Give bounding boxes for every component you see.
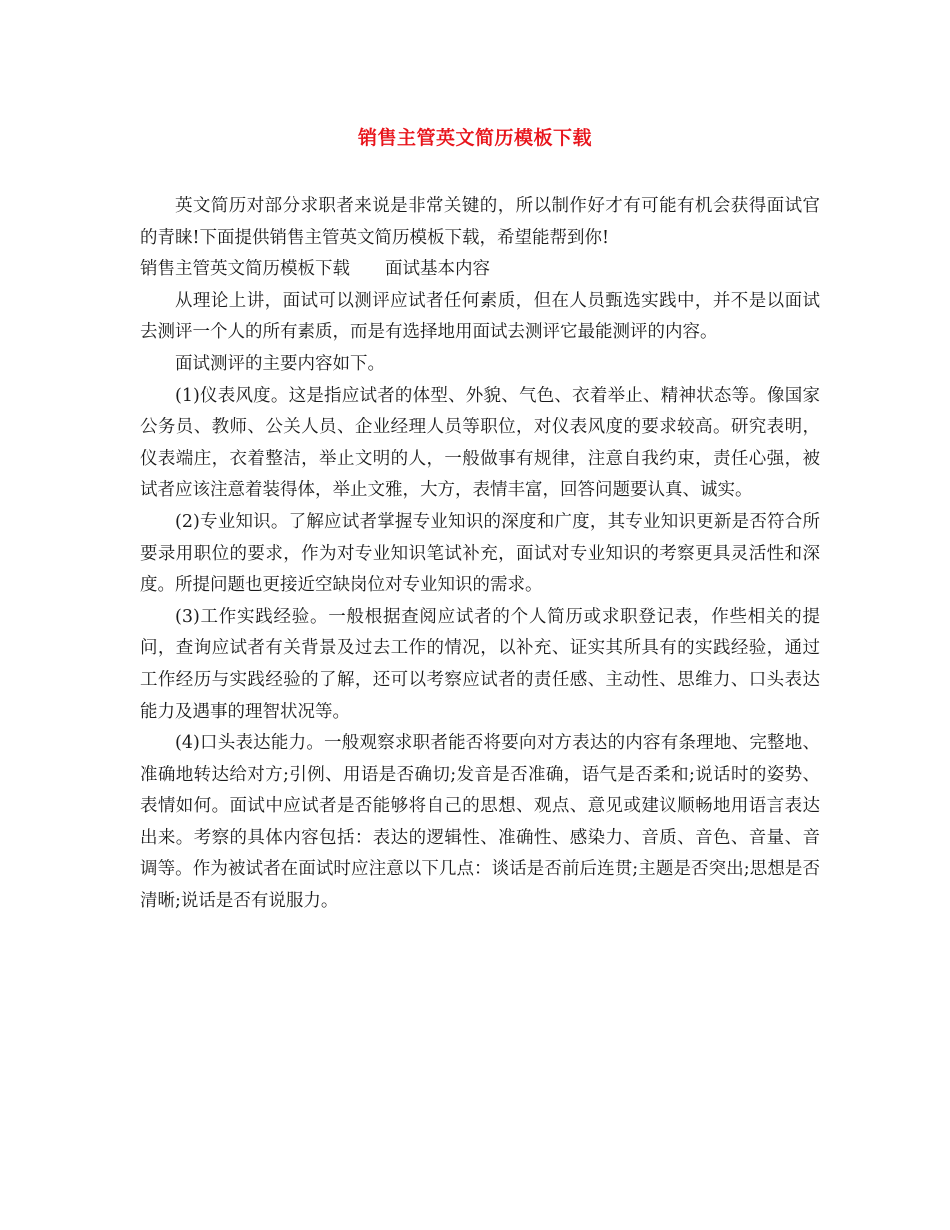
paragraph-professional-knowledge: (2)专业知识。了解应试者掌握专业知识的深度和广度，其专业知识更新是否符合所要录用职位的要求，作为对专业知识笔试补充，面试对专业知识的考察更具灵活性和深度。所提问题也更接近空缺岗位对专业知识的需求。 [140, 511, 820, 596]
paragraph-theory: 从理论上讲，面试可以测评应试者任何素质，但在人员甄选实践中，并不是以面试去测评一个人的所有素质，而是有选择地用面试去测评它最能测评的内容。 [140, 290, 820, 343]
paragraph-appearance: (1)仪表风度。这是指应试者的体型、外貌、气色、衣着举止、精神状态等。像国家公务员、教师、公关人员、企业经理人员等职位，对仪表风度的要求较高。研究表明，仪表端庄，衣着整洁，举止文明的人，一般做事有规律，注意自我约束，责任心强，被试者应该注意着装得体，举止文雅，大方，表情丰富，回答问题要认真、诚实。 [140, 385, 820, 501]
document-title: 销售主管英文简历模板下载 [357, 127, 592, 149]
paragraph-main-contents: 面试测评的主要内容如下。 [175, 353, 385, 374]
paragraph-oral-expression: (4)口头表达能力。一般观察求职者能否将要向对方表达的内容有条理地、完整地、准确地转达给对方;引例、用语是否确切;发音是否准确，语气是否柔和;说话时的姿势、表情如何。面试中应试者是否能够将自己的思想、观点、意见或建议顺畅地用语言表达出来。考察的具体内容包括：表达的逻辑性、准确性、感染力、音质、音色、音量、音调等。作为被试者在面试时应注意以下几点：谈话是否前后连贯;主题是否突出;思想是否清晰;说话是否有说服力。 [140, 733, 820, 912]
paragraph-work-experience: (3)工作实践经验。一般根据查阅应试者的个人简历或求职登记表，作些相关的提问，查询应试者有关背景及过去工作的情况，以补充、证实其所具有的实践经验，通过工作经历与实践经验的了解，还可以考察应试者的责任感、主动性、思维力、口头表达能力及遇事的理智状况等。 [140, 606, 820, 722]
document-body [140, 191, 820, 918]
intro-paragraph: 英文简历对部分求职者来说是非常关键的，所以制作好才有可能有机会获得面试官的青睐!下面提供销售主管英文简历模板下载，希望能帮到你! [140, 196, 820, 248]
subheading: 销售主管英文简历模板下载 面试基本内容 [140, 259, 490, 280]
